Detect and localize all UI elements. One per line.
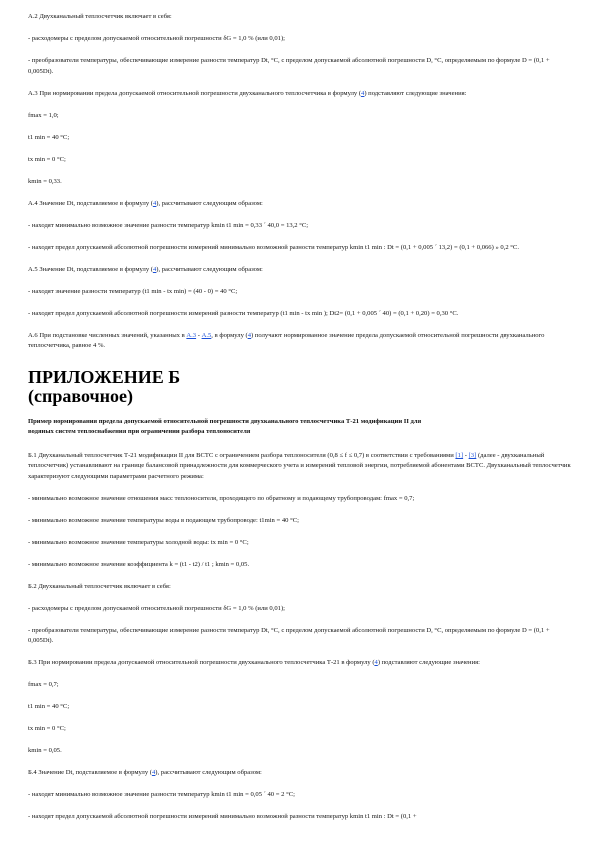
b2-item-temperature-converters: - преобразователи температуры, обеспечивающие измерение разности температур Dt, °С, с пределом допускаемой абсолютной погрешности D, °С, определяемым по формуле D = (0,1 + 0,005Dt). <box>28 626 550 644</box>
section-b2-title: Б.2 Двухканальный теплосчетчик включает в себя: <box>28 582 171 590</box>
b4-item-error-limit: - находят предел допускаемой абсолютной погрешности измерений минимально возможной разности температур kmin t1 min : Dt = (0,1 + <box>28 813 417 820</box>
formula-4-link[interactable]: 4 <box>247 331 252 339</box>
section-a3-intro: А.3 При нормировании предела допускаемой относительной погрешности двухканального теплосчетчика в формулу (4) подставляют следующие значения: <box>28 89 467 97</box>
a3-value-txmin: tx min = 0 °С; <box>28 155 66 163</box>
appendix-heading <box>28 368 573 406</box>
section-a4-intro: А.4 Значение Dt, подставляемое в формулу (4), рассчитывают следующим образом: <box>28 199 263 207</box>
section-a2-title: А.2 Двухканальный теплосчетчик включает в себя: <box>28 13 172 20</box>
b1-item-fmax: - минимально возможное значение отношения масс теплоносителя, проходящего по обратному и подающему трубопроводам: fmax = 0,7; <box>28 494 415 502</box>
b4-item-min-difference: - находят минимально возможное значение разности температур kmin t1 min = 0,05 ´ 40 = 2 °С; <box>28 791 295 798</box>
section-a3-link[interactable]: А.3 <box>186 331 197 339</box>
reference-1-link[interactable]: [1] <box>455 451 464 459</box>
appendix-caption: Пример нормирования предела допускаемой относительной погрешности двухканального теплосчетчика Т-21 модификации II для водяных систем теплоснабжения при ограничении разбора теплоносителя <box>28 417 422 435</box>
a4-item-min-difference: - находят минимально возможное значение разности температур kmin t1 min = 0,33 ´ 40,0 = 13,2 °С; <box>28 221 309 229</box>
appendix-title: ПРИЛОЖЕНИЕ Б <box>28 366 181 387</box>
section-a5-intro: А.5 Значение Dt, подставляемое в формулу (4), рассчитывают следующим образом: <box>28 265 263 273</box>
section-b4-intro: Б.4 Значение Dt, подставляемое в формулу (4), рассчитывают следующим образом: <box>28 769 262 776</box>
formula-4-link[interactable]: 4 <box>152 769 156 776</box>
b2-item-flowmeters: - расходомеры с пределом допускаемой относительной погрешности δG = 1,0 % (или 0,01); <box>28 604 285 612</box>
b3-value-txmin: tx min = 0 °С; <box>28 725 66 732</box>
reference-3-link[interactable]: [3] <box>468 451 477 459</box>
b1-item-t1min: - минимально возможное значение температуры воды в подающем трубопроводе: t1min = 40 °С; <box>28 516 299 524</box>
section-a6: А.6 При подстановке численных значений, указанных в А.3 - А.5, в формулу (4) получают нормированное значение предела допускаемой относительной погрешности двухканального теплосчетчика, равное 4 %. <box>28 331 545 349</box>
b1-item-kmin: - минимально возможное значение коэффициента k = (t1 - t2) / t1 ; kmin = 0,05. <box>28 560 250 568</box>
formula-4-link[interactable]: 4 <box>374 659 378 666</box>
section-b1: Б.1 Двухканальный теплосчетчик Т-21 модификации II для ВСТС с ограничением разбора теплоносителя (0,8 ≤ f ≤ 0,7) в соответствии с требованиями [1] - [3] (далее - двухканальный теплосчетчик) устанавливают на границе балансовой принадлежности для коммерческого учета и измерений тепловой энергии, потребляемой абонентами ВСТС. Двухканальный теплосчетчик характеризуют следующими параметрами расчетного режима: <box>28 451 571 480</box>
a3-value-kmin: kmin = 0,33. <box>28 177 62 185</box>
section-b3-intro: Б.3 При нормировании предела допускаемой относительной погрешности двухканального теплосчетчика Т-21 в формулу (4) подставляют следующие значения: <box>28 659 480 666</box>
a2-item-flowmeters: - расходомеры с пределом допускаемой относительной погрешности δG = 1,0 % (или 0,01); <box>28 35 285 42</box>
b3-value-t1min: t1 min = 40 °С; <box>28 703 70 710</box>
a4-item-error-limit: - находят предел допускаемой абсолютной погрешности измерений минимально возможной разности температур kmin t1 min : Dt = (0,1 + 0,005 ´ 13,2) = (0,1 + 0,066) » 0,2 °С. <box>28 243 519 251</box>
a2-item-temperature-converters: - преобразователи температуры, обеспечивающие измерение разности температур Dt, °С, с пределом допускаемой абсолютной погрешности D, °С, определяемым по формуле D = (0,1 + 0,005Dt). <box>28 57 550 75</box>
a3-value-t1min: t1 min = 40 °С; <box>28 133 70 141</box>
a3-value-fmax: fmax = 1,0; <box>28 111 59 119</box>
a5-item-error-limit: - находят предел допускаемой абсолютной погрешности измерений разности температур (t1 min - tx min ); Dt2= (0,1 + 0,005 ´ 40) = (0,1 + 0,20) = 0,30 °С. <box>28 309 459 317</box>
formula-4-link[interactable]: 4 <box>361 89 365 97</box>
b1-item-txmin: - минимально возможное значение температуры холодной воды: tx min = 0 °С; <box>28 538 249 546</box>
a5-item-difference: - находят значение разности температур (t1 min - tx min) = (40 - 0) = 40 °С; <box>28 287 238 295</box>
appendix-subtitle: (справочное) <box>28 385 134 406</box>
formula-4-link[interactable]: 4 <box>152 199 157 207</box>
section-a5-link[interactable]: А.5 <box>201 331 212 339</box>
b3-value-fmax: fmax = 0,7; <box>28 681 59 688</box>
document-page <box>28 12 573 834</box>
b3-value-kmin: kmin = 0,05. <box>28 747 62 754</box>
formula-4-link[interactable]: 4 <box>152 265 157 273</box>
